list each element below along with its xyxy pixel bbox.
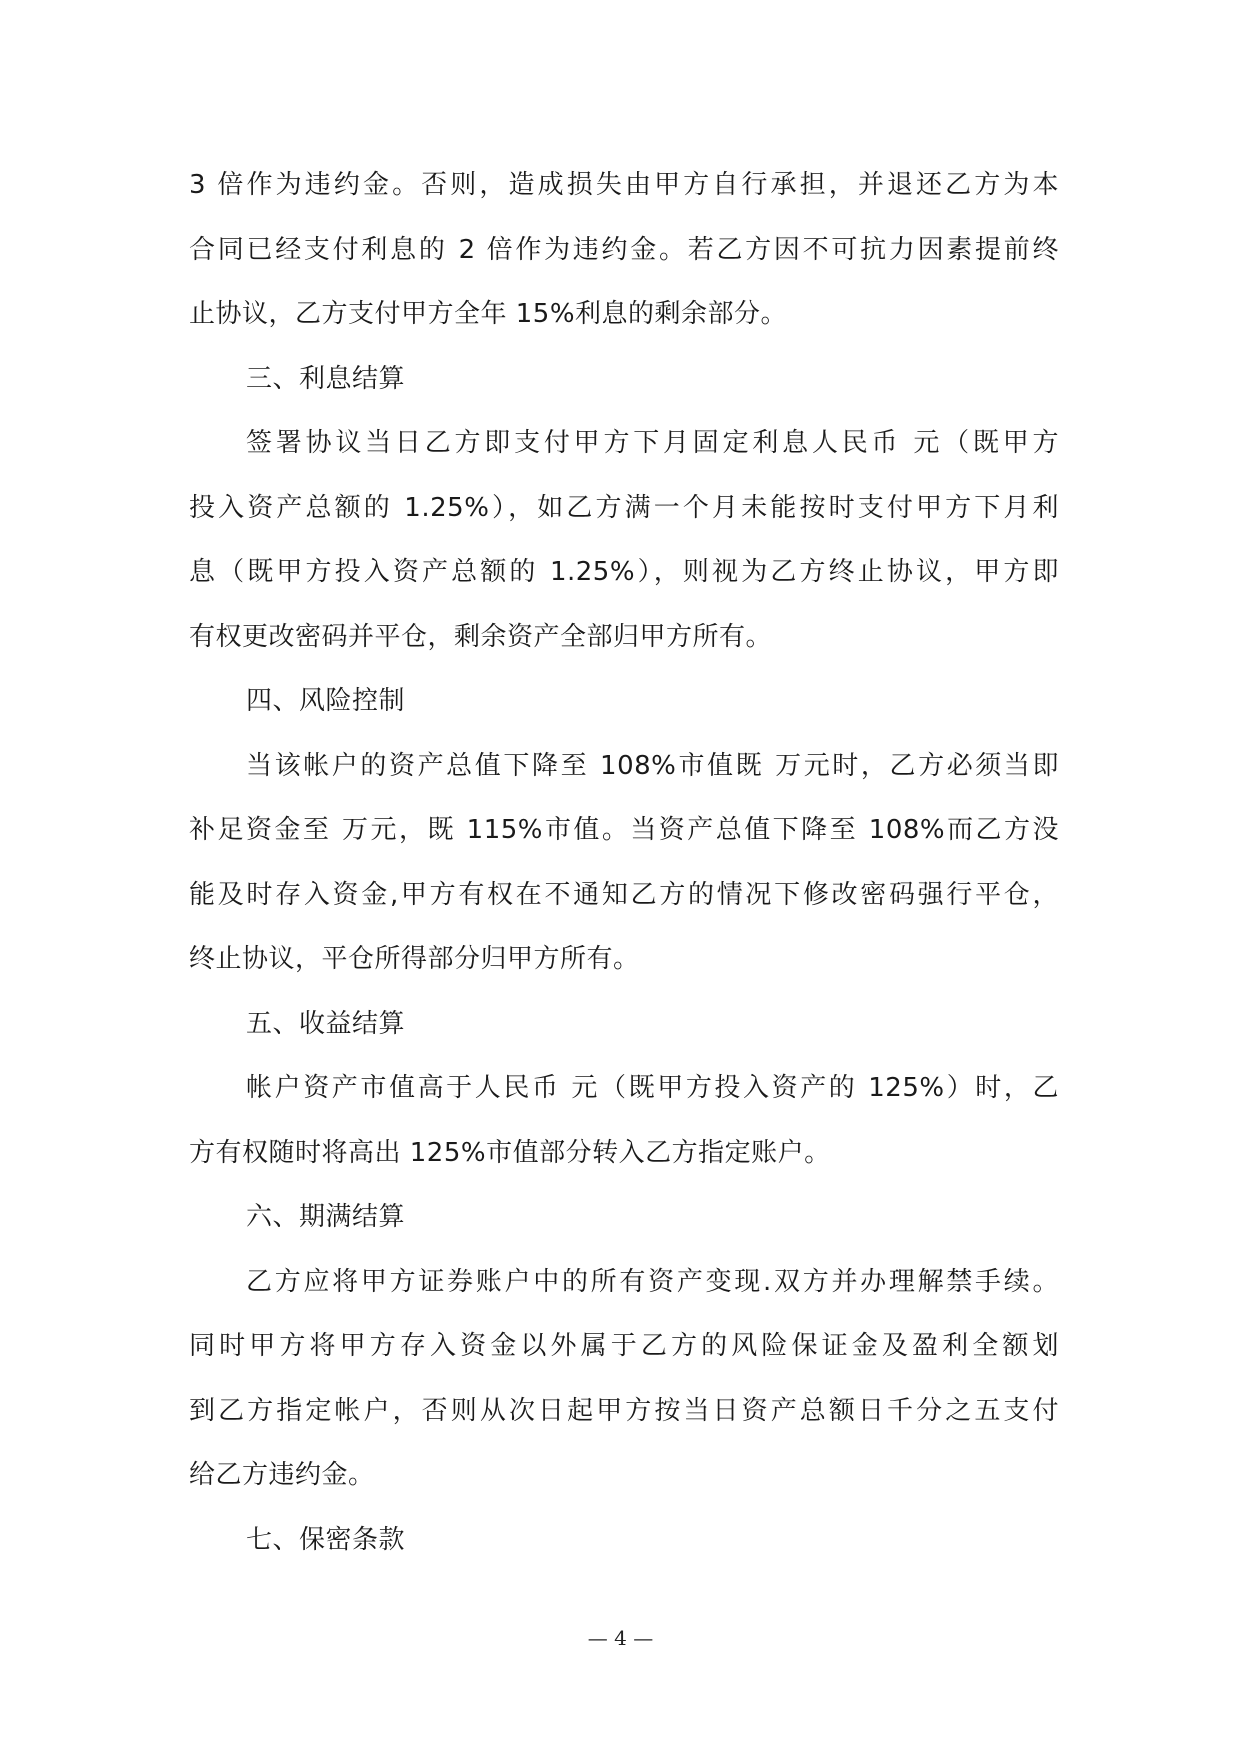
document-body [189,153,1059,1572]
paragraph-line: 签署协议当日乙方即支付甲方下月固定利息人民币 元（既甲方 [246,428,1059,458]
section-heading: 三、利息结算 [246,363,406,394]
paragraph-line: 3 倍作为违约金。否则，造成损失由甲方自行承担，并退还乙方为本 [189,170,1059,200]
paragraph-line: 有权更改密码并平仓，剩余资产全部归甲方所有。 [189,621,773,652]
page-number: — 4 — [587,1626,654,1650]
section-heading: 五、收益结算 [246,1008,406,1039]
paragraph-line: 乙方应将甲方证券账户中的所有资产变现.双方并办理解禁手续。 [246,1266,1059,1297]
paragraph-line: 合同已经支付利息的 2 倍作为违约金。若乙方因不可抗力因素提前终 [189,234,1059,265]
section-heading: 四、风险控制 [246,686,406,716]
paragraph-line: 止协议，乙方支付甲方全年 15%利息的剩余部分。 [189,299,788,329]
paragraph-line: 息（既甲方投入资产总额的 1.25%），则视为乙方终止协议，甲方即 [189,557,1059,587]
paragraph-line: 能及时存入资金,甲方有权在不通知乙方的情况下修改密码强行平仓， [189,879,1059,910]
paragraph-line: 当该帐户的资产总值下降至 108%市值既 万元时，乙方必须当即 [246,750,1059,781]
paragraph-line: 同时甲方将甲方存入资金以外属于乙方的风险保证金及盈利全额划 [189,1331,1059,1361]
paragraph-line: 补足资金至 万元，既 115%市值。当资产总值下降至 108%而乙方没 [189,815,1059,845]
paragraph-line: 终止协议，平仓所得部分归甲方所有。 [189,944,640,974]
paragraph-line: 到乙方指定帐户，否则从次日起甲方按当日资产总额日千分之五支付 [189,1395,1059,1426]
paragraph-line: 投入资产总额的 1.25%），如乙方满一个月未能按时支付甲方下月利 [189,492,1059,523]
paragraph-line: 给乙方违约金。 [189,1460,375,1490]
section-heading: 六、期满结算 [246,1202,406,1232]
paragraph-line: 帐户资产市值高于人民币 元（既甲方投入资产的 125%）时，乙 [246,1073,1059,1103]
paragraph-line: 方有权随时将高出 125%市值部分转入乙方指定账户。 [189,1137,831,1168]
section-heading: 七、保密条款 [246,1524,406,1555]
